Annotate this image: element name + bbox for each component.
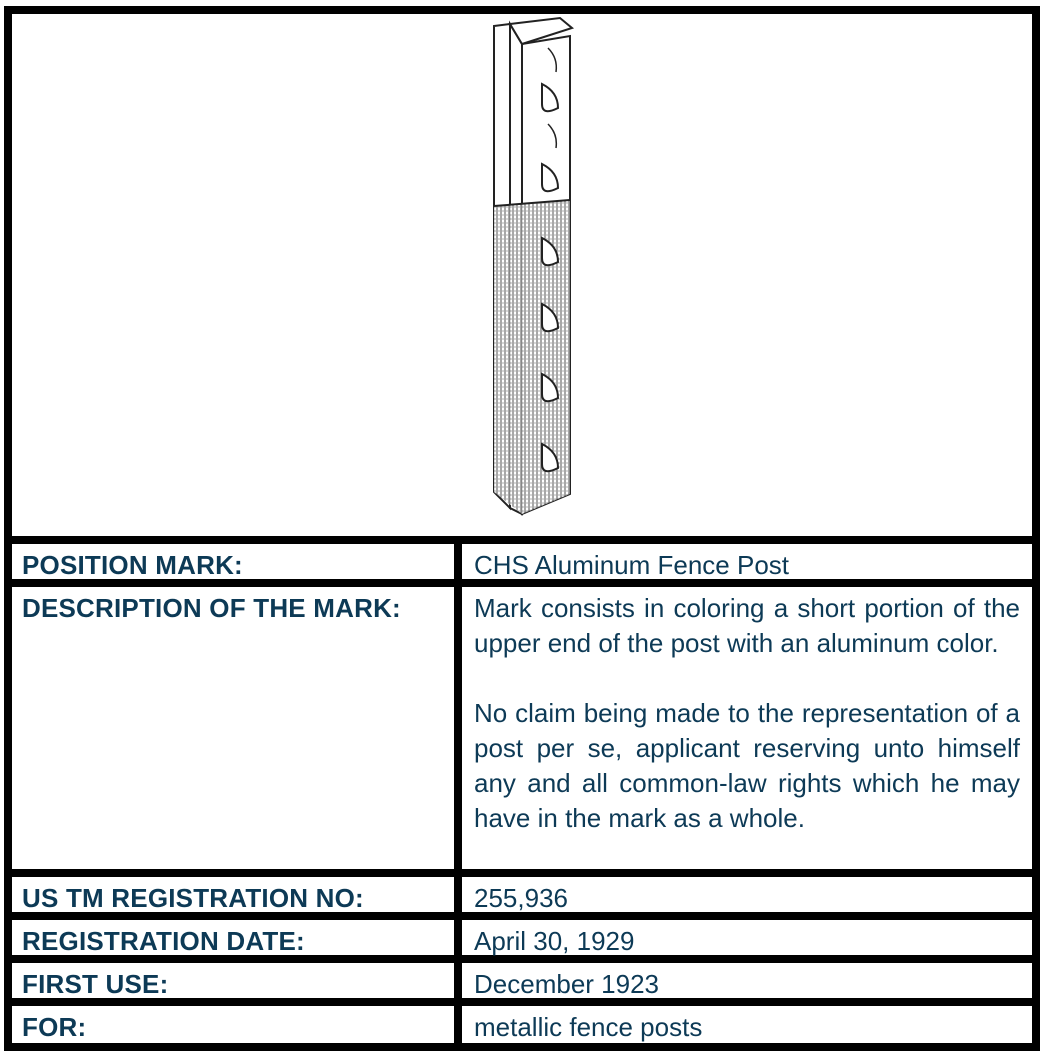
for-value: metallic fence posts (462, 1006, 1032, 1043)
description-paragraph: Mark consists in coloring a short portion of the upper end of the post with an aluminum color. (474, 593, 1020, 658)
registration-no-label: US TM REGISTRATION NO: (12, 877, 454, 912)
registration-date-value: April 30, 1929 (462, 920, 1032, 955)
description-value (462, 587, 1032, 869)
position-mark-label: POSITION MARK: (12, 544, 454, 579)
registration-no-value: 255,936 (462, 877, 1032, 912)
for-label: FOR: (12, 1006, 454, 1043)
trademark-table (4, 6, 1040, 1051)
first-use-value: December 1923 (462, 963, 1032, 998)
first-use-label: FIRST USE: (12, 963, 454, 998)
mark-image-cell (12, 14, 1032, 536)
registration-date-label: REGISTRATION DATE: (12, 920, 454, 955)
description-label: DESCRIPTION OF THE MARK: (12, 587, 454, 869)
position-mark-value: CHS Aluminum Fence Post (462, 544, 1032, 579)
fence-post-drawing-icon (12, 14, 1032, 536)
description-paragraph: No claim being made to the representation of a post per se, applicant reserving unto himself any and all common-law rights which he may have in the mark as a whole. (474, 698, 1020, 833)
